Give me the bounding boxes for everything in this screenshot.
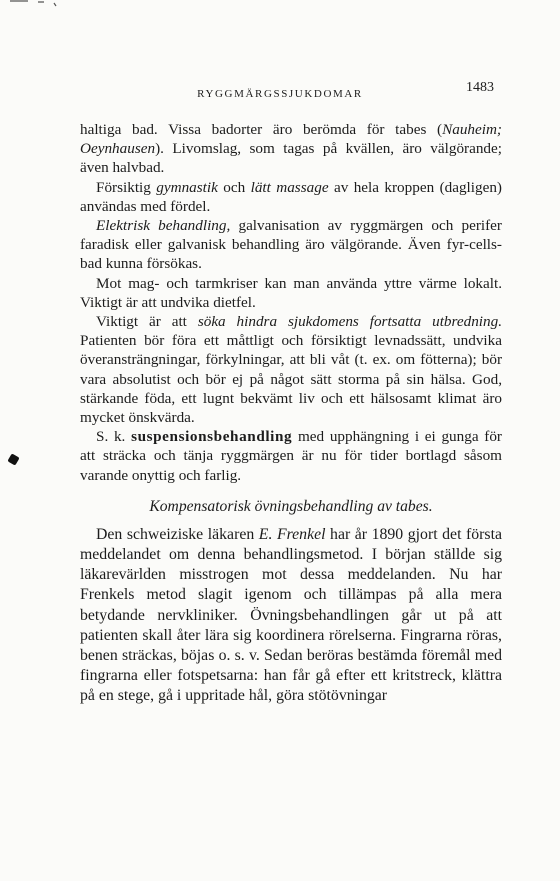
paragraph-gymnastics: Försiktig gymnastik och lätt massage av hela kroppen (dagligen) användas med fördel. xyxy=(80,178,502,215)
section-heading: Kompensatorisk övningsbehandling av tabes. xyxy=(149,497,433,515)
body-text xyxy=(80,120,502,707)
paragraph-crises: Mot mag- och tarmkriser kan man använda yttre värme lokalt. Viktigt är att undvika dietfel. xyxy=(80,274,502,311)
margin-ink-mark xyxy=(7,453,19,465)
corner-scan-mark xyxy=(10,0,70,8)
paragraph-electric-treatment: Elektrisk behandling, galvanisation av ryggmärgen och perifer faradisk eller galvanisk behandling äro välgörande. Även fyr-cells-bad kunna försökas. xyxy=(80,217,502,273)
paragraph-suspension: S. k. suspensionsbehandling med upphängning i ei gunga för att sträcka och tänja ryggmärgen är nu för tider bortlagd såsom varande onyttig och farlig. xyxy=(80,428,502,484)
paragraph-prevention: Viktigt är att söka hindra sjukdomens fortsatta utbredning. Patienten bör föra ett måttligt och försiktigt levnadssätt, undvika överansträngningar, förkylningar, att bli våt (t. ex. om fötterna); bör vara absolutist och bör ej på något sätt storma på sin hälsa. God, stärkande föda, ett lugnt bekvämt liv och ett hälsosamt klimat äro mycket önskvärda. xyxy=(80,313,502,427)
paragraph-bath: haltiga bad. Vissa badorter äro berömda för tabes (Nauheim; Oeynhausen). Livomslag, som tagas på kvällen, äro välgörande; även halvbad. xyxy=(80,121,502,177)
paragraph-frenkel: Den schweiziske läkaren E. Frenkel har år 1890 gjort det första meddelandet om denna behandlingsmetod. I början ställde sig läkarevärlden misstrogen mot dessa meddelanden. Nu har Frenkels metod slagit igenom och tillämpas på alla mera betydande nervkliniker. Övningsbehandlingen går ut på att patienten skall åter lära sig koordinera rörelserna. Fingrarna röras, benen sträckas, böjas o. s. v. Sedan beröras bestämda föremål med fingrarna eller fotspetsarna: han får gå efter ett kritstreck, klättra på en stege, gå i uppritade hål, göra stötövningar xyxy=(80,525,502,705)
page-number: 1483 xyxy=(466,80,494,95)
running-header: RYGGMÄRGSSJUKDOMAR xyxy=(197,88,363,100)
